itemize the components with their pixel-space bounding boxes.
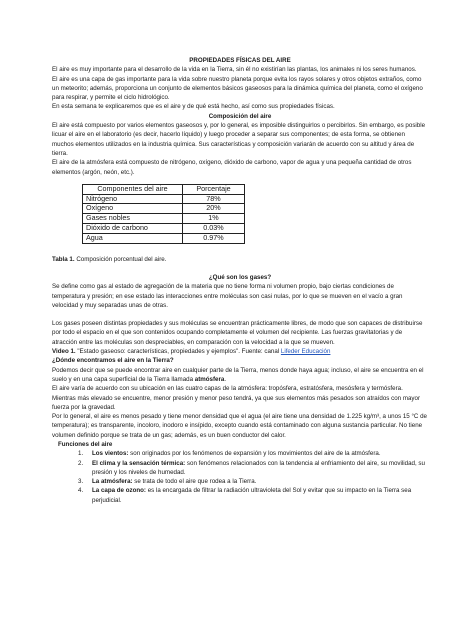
intro-paragraph-1: El aire es muy importante para el desarrollo de la vida en la Tierra, sin él no existirían las plantas, los animales ni los seres humanos. bbox=[52, 66, 417, 74]
list-item-text: es la encargada de filtrar la radiación ultravioleta del Sol y evitar que su impacto en la Tierra sea perjudicial. bbox=[92, 487, 412, 504]
table-cell-component: Dióxido de carbono bbox=[83, 224, 183, 234]
list-item-term: La capa de ozono: bbox=[92, 487, 146, 495]
list-item-text: se trata de todo el aire que rodea a la Tierra. bbox=[132, 478, 257, 486]
table-cell-component: Oxígeno bbox=[83, 204, 183, 214]
functions-heading: Funciones del aire bbox=[58, 440, 113, 448]
where-paragraph-1-text: Podemos decir que se puede encontrar aire en cualquier parte de la Tierra, menos donde haya agua; incluso, el aire se encuentra en el suelo y en una capa superficial de la Tierra llamada bbox=[52, 366, 424, 383]
list-item bbox=[52, 486, 428, 505]
list-item-term: El clima y la sensación térmica: bbox=[92, 459, 186, 467]
table-header-row bbox=[83, 184, 245, 194]
composition-heading: Composición del aire bbox=[208, 112, 272, 120]
table-cell-component: Gases nobles bbox=[83, 214, 183, 224]
list-item-term: Los vientos: bbox=[92, 450, 129, 458]
where-paragraph-1-term: atmósfera bbox=[194, 375, 225, 383]
list-item-number: 3. bbox=[78, 478, 84, 486]
where-paragraph-1-end: . bbox=[224, 375, 227, 383]
table-cell-component: Agua bbox=[83, 233, 183, 243]
table-cell-percentage: 0.03% bbox=[183, 224, 245, 234]
gases-heading: ¿Qué son los gases? bbox=[208, 273, 272, 281]
table-row bbox=[83, 224, 245, 234]
table-cell-percentage: 1% bbox=[183, 214, 245, 224]
where-paragraph-1 bbox=[52, 366, 428, 385]
list-item-term: La atmósfera: bbox=[92, 478, 133, 486]
table-header-percentage: Porcentaje bbox=[183, 184, 245, 194]
list-item-number: 2. bbox=[78, 459, 84, 467]
where-paragraph-2: El aire varía de acuerdo con su ubicación en las cuatro capas de la atmósfera: tropósfera, estratósfera, mesósfera y termósfera. Mientras más elevado se encuentre, menor presión y menor peso tendrá, ya que sus elementos más pesados son atraídos con mayor fuerza por la gravedad. bbox=[52, 385, 421, 411]
composition-table bbox=[82, 184, 245, 244]
where-heading: ¿Dónde encontramos el aire en la Tierra? bbox=[52, 357, 174, 365]
intro-paragraph-3: En esta semana te explicaremos que es el aire y de qué está hecho, así como sus propiedades físicas. bbox=[52, 103, 335, 111]
table-caption-label: Tabla 1. bbox=[52, 255, 75, 263]
list-item-number: 4. bbox=[78, 487, 84, 495]
list-item bbox=[52, 449, 428, 458]
table-header-component: Componentes del aire bbox=[83, 184, 183, 194]
table-cell-component: Nitrógeno bbox=[83, 194, 183, 204]
table-cell-percentage: 78% bbox=[183, 194, 245, 204]
video-text: "Estado gaseoso: características, propiedades y ejemplos". Fuente: canal bbox=[75, 348, 281, 356]
gases-paragraph-2: Los gases poseen distintas propiedades y sus moléculas se encuentran prácticamente libres, de modo que son capaces de distribuirse por todo el espacio en el que son contenidos ocupando completamente el volumen del recipiente. Las fuerzas gravitatorias y de atracción entre las moléculas son despreciables, en comparación con la velocidad a la que se mueven. bbox=[52, 320, 423, 346]
list-item-text: son originados por los fenómenos de expansión y los movimientos del aire de la atmósfera. bbox=[128, 450, 381, 458]
table-row bbox=[83, 233, 245, 243]
document-title: PROPIEDADES FÍSICAS DEL AIRE bbox=[189, 57, 291, 64]
table-cell-percentage: 0.97% bbox=[183, 233, 245, 243]
video-reference bbox=[52, 347, 428, 356]
list-item bbox=[52, 459, 428, 478]
where-paragraph-3: Por lo general, el aire es menos pesado y tiene menor densidad que el agua (el aire tiene una densidad de 1.225 kg/m³, a unos 15 °C de temperatura); es transparente, incoloro, inodoro e insípido, excepto cuando está contaminado con alguna sustancia particular. No tiene volumen definido porque se trata de un gas; además, es un buen conductor del calor. bbox=[52, 413, 427, 439]
table-caption-text: Composición porcentual del aire. bbox=[74, 255, 167, 263]
video-source-link[interactable]: Lifeder Educación bbox=[280, 348, 331, 356]
composition-paragraph-1: El aire está compuesto por varios elementos gaseosos y, por lo general, es imposible distinguirlos o percibirlos. Sin embargo, es posible licuar el aire en el laboratorio (es decir, hacerlo líquido) y luego proceder a separar sus componentes; de esta forma, se obtienen muchos elementos utilizados en la industria química. Sus características y composición variarán de acuerdo con su altitud y área de tierra. bbox=[52, 122, 426, 157]
list-item-number: 1. bbox=[78, 450, 84, 458]
video-label: Video 1. bbox=[52, 348, 76, 356]
list-item-text: son fenómenos relacionados con la tendencia al enfriamiento del aire, su movilidad, su presión y los niveles de humedad. bbox=[92, 459, 425, 476]
gases-paragraph-1: Se define como gas al estado de agregación de la materia que no tiene forma ni volumen propio, bajo ciertas condiciones de temperatura y presión; en ese estado las interacciones entre moléculas son casi nulas, por lo que se mueven en el vacío a gran velocidad y muy separadas unas de otras. bbox=[52, 283, 403, 309]
table-cell-percentage: 20% bbox=[183, 204, 245, 214]
table-caption bbox=[52, 255, 428, 264]
list-item bbox=[52, 477, 428, 486]
intro-paragraph-2: El aire es una capa de gas importante para la vida sobre nuestro planeta porque evita los rayos solares y otros objetos extraños, como un meteorito; además, proporciona un conjunto de elementos básicos gaseosos para la dinámica química del planeta, como el oxígeno para respirar, y permite el ciclo hidrológico. bbox=[52, 75, 423, 102]
composition-paragraph-2: El aire de la atmósfera está compuesto de nitrógeno, oxígeno, dióxido de carbono, vapor de agua y una pequeña cantidad de otros elementos (argón, neón, etc.). bbox=[52, 159, 412, 176]
